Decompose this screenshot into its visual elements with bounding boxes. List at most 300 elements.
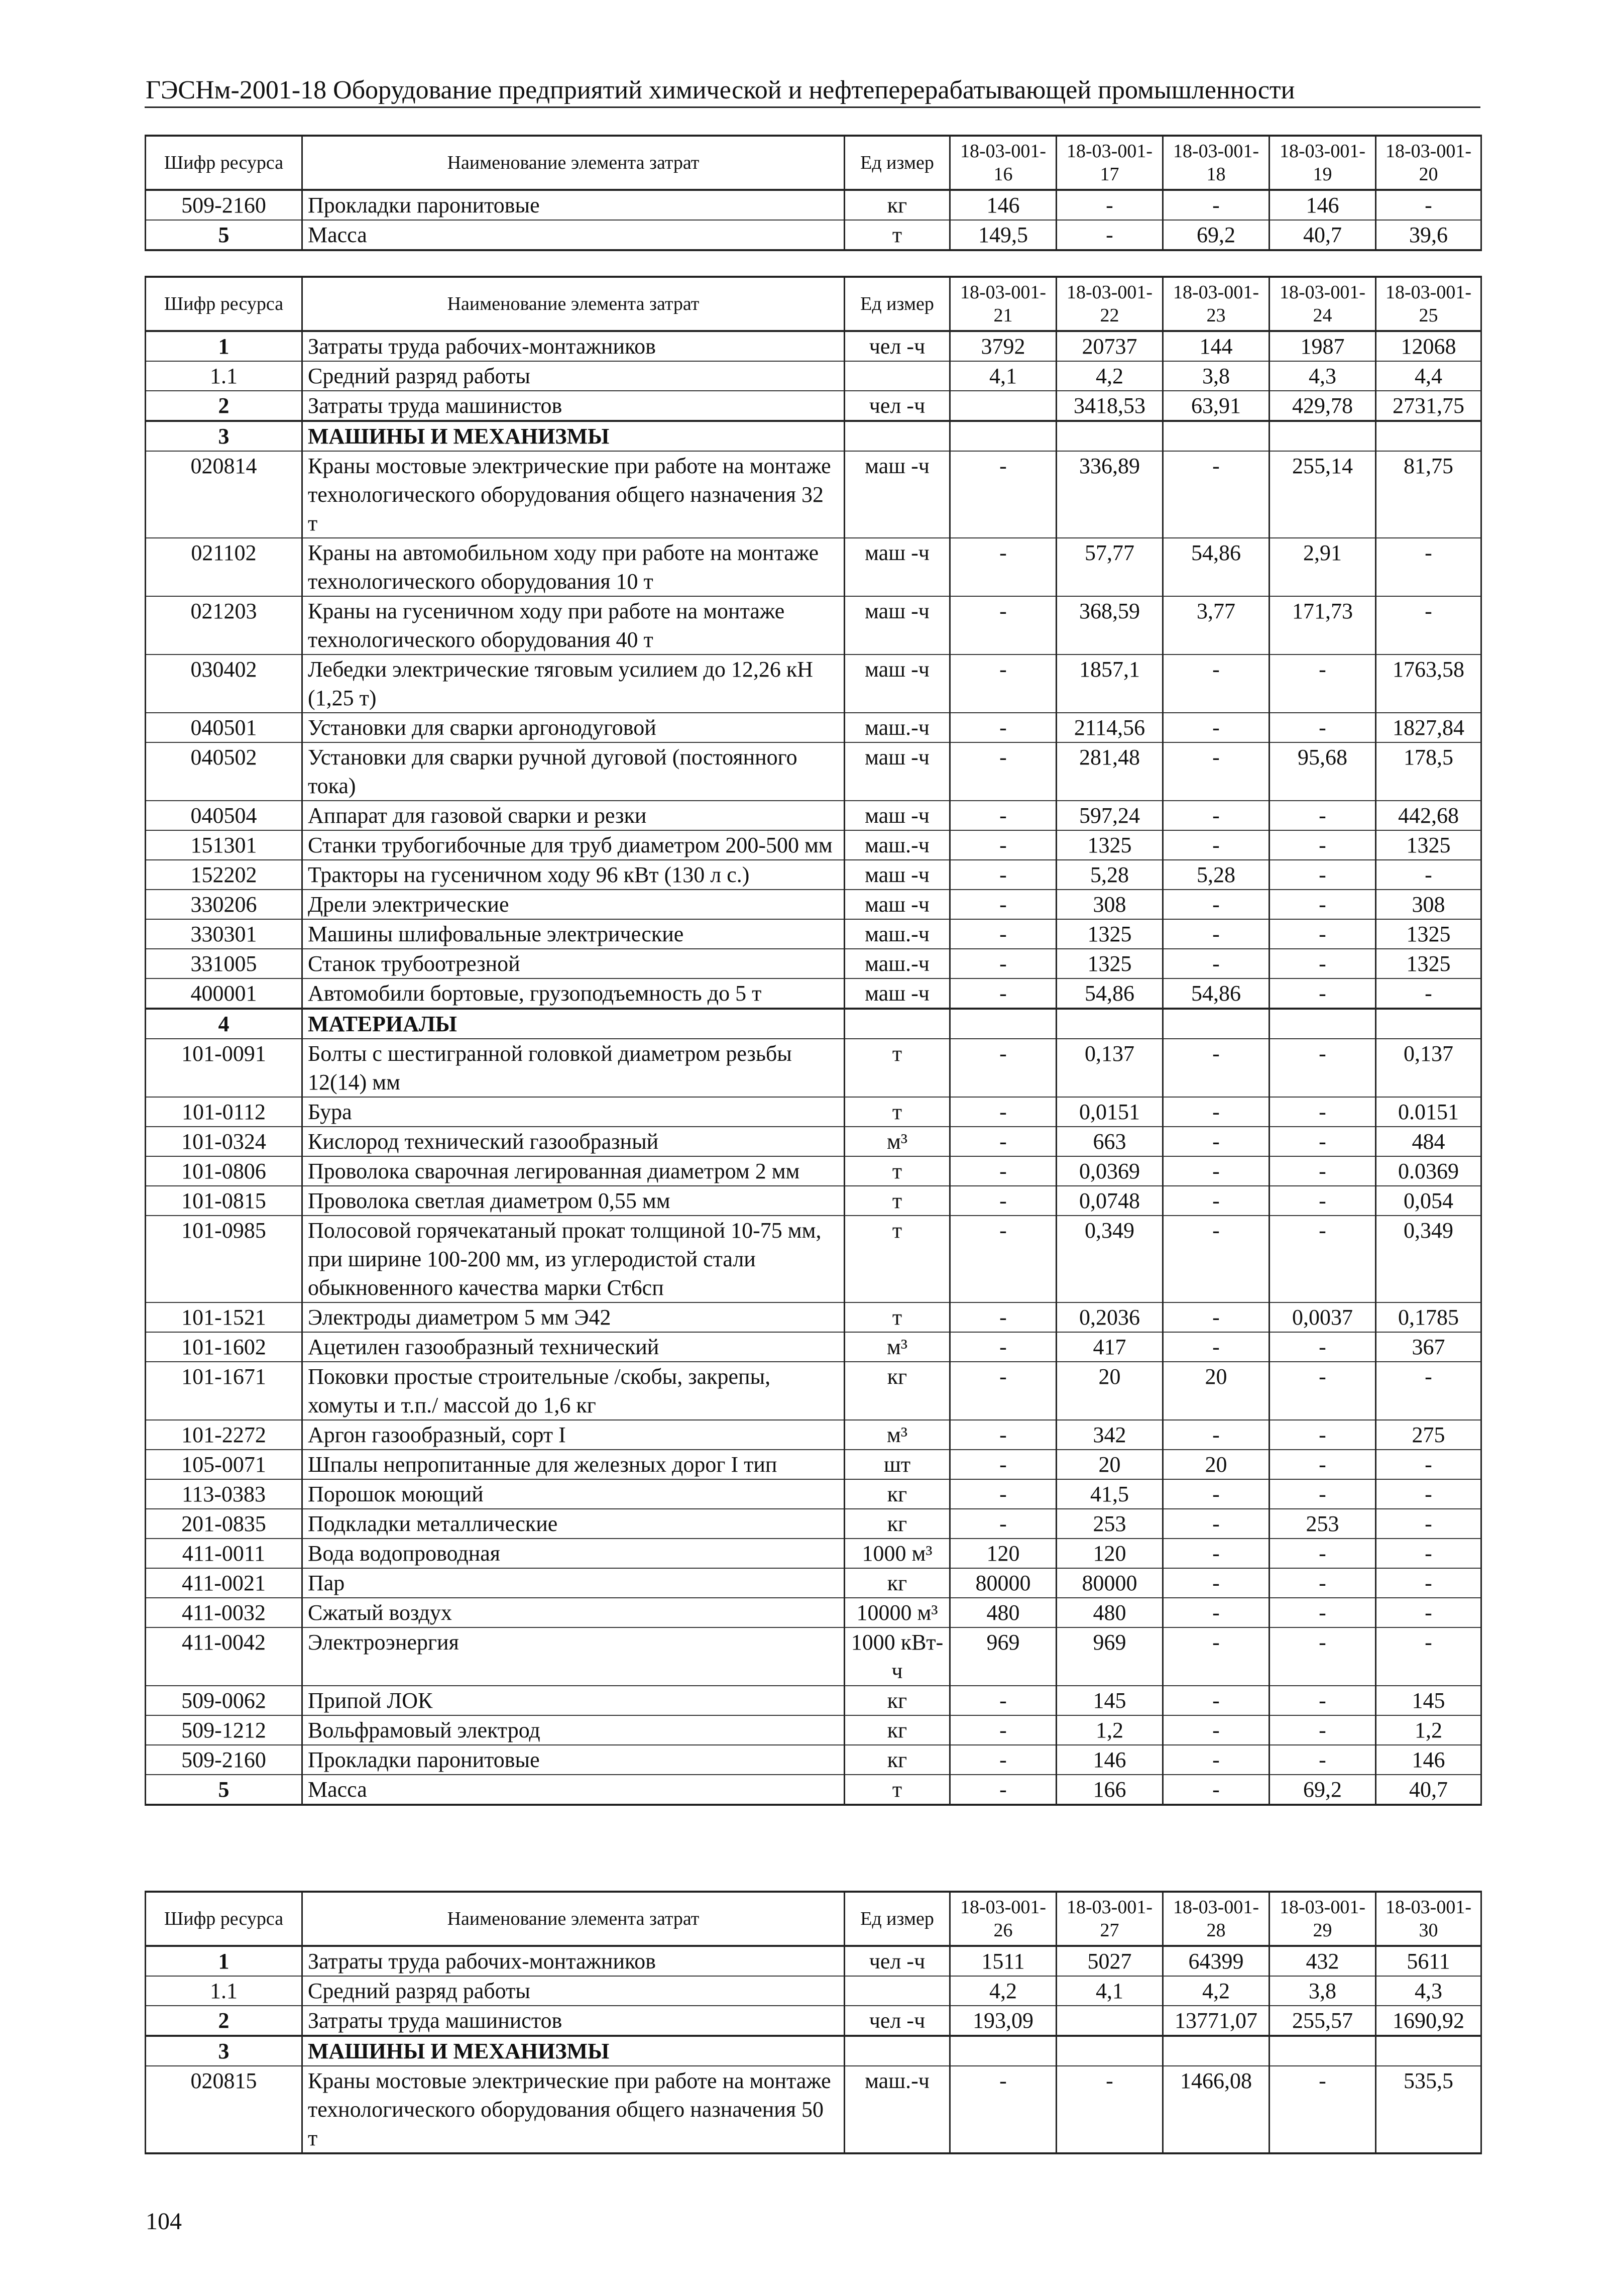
value-cell: 40,7 [1376, 1775, 1481, 1805]
header-norm-code: 18-03-001-25 [1376, 277, 1481, 331]
value-cell: - [1270, 1745, 1376, 1775]
resource-name: Средний разряд работы [302, 361, 845, 391]
value-cell: - [1163, 1420, 1270, 1450]
resource-code: 411-0011 [146, 1539, 302, 1568]
resource-name: Станки трубогибочные для труб диаметром 200-500 мм [302, 830, 845, 860]
resource-code: 101-2272 [146, 1420, 302, 1450]
resource-code: 2 [146, 391, 302, 421]
value-cell: - [1163, 1216, 1270, 1302]
resource-name: Автомобили бортовые, грузоподъемность до 5 т [302, 978, 845, 1009]
value-cell: 54,86 [1163, 978, 1270, 1009]
unit-cell [845, 1009, 950, 1039]
value-cell: - [1163, 654, 1270, 713]
value-cell: 480 [950, 1598, 1057, 1627]
table-row [146, 860, 1481, 890]
unit-cell: 1000 м³ [845, 1539, 950, 1568]
value-cell: 4,2 [1057, 361, 1163, 391]
table-row [146, 1775, 1481, 1805]
value-cell: - [950, 1509, 1057, 1539]
unit-cell: маш.-ч [845, 830, 950, 860]
value-cell: 3,77 [1163, 596, 1270, 654]
value-cell: - [1376, 1627, 1481, 1686]
resource-name: Станок трубоотрезной [302, 949, 845, 978]
value-cell: 5611 [1376, 1946, 1481, 1976]
resource-name: Подкладки металлические [302, 1509, 845, 1539]
page-header: ГЭСНм-2001-18 Оборудование предприятий химической и нефтеперерабатывающей промышленности [146, 76, 1295, 104]
value-cell: 63,91 [1163, 391, 1270, 421]
value-cell: 253 [1057, 1509, 1163, 1539]
value-cell: 0,349 [1376, 1216, 1481, 1302]
value-cell: 3418,53 [1057, 391, 1163, 421]
resource-code: 1 [146, 331, 302, 361]
value-cell: 342 [1057, 1420, 1163, 1450]
resource-code: 101-0324 [146, 1127, 302, 1156]
value-cell: 20 [1057, 1450, 1163, 1479]
unit-cell: кг [845, 1568, 950, 1598]
value-cell: - [1270, 1539, 1376, 1568]
value-cell: 0,0748 [1057, 1186, 1163, 1216]
resource-name: Аргон газообразный, сорт I [302, 1420, 845, 1450]
value-cell: - [1163, 1156, 1270, 1186]
table-row [146, 596, 1481, 654]
value-cell: 40,7 [1270, 220, 1376, 250]
resource-code: 1.1 [146, 361, 302, 391]
unit-cell: м³ [845, 1420, 950, 1450]
table-row [146, 890, 1481, 919]
value-cell: - [950, 1216, 1057, 1302]
header-norm-code: 18-03-001-27 [1057, 1892, 1163, 1946]
table-row [146, 538, 1481, 596]
value-cell: 480 [1057, 1598, 1163, 1627]
value-cell: - [950, 1479, 1057, 1509]
value-cell [1057, 1009, 1163, 1039]
resource-name: Краны мостовые электрические при работе на монтаже технологического оборудования общего назначения 50 т [302, 2066, 845, 2153]
value-cell: - [1270, 713, 1376, 742]
value-cell: 20 [1163, 1450, 1270, 1479]
value-cell: 5,28 [1057, 860, 1163, 890]
value-cell: - [1163, 1332, 1270, 1362]
unit-cell: маш -ч [845, 801, 950, 830]
value-cell: - [950, 538, 1057, 596]
value-cell: - [1163, 451, 1270, 538]
resource-code: 020814 [146, 451, 302, 538]
table-row [146, 1539, 1481, 1568]
value-cell: - [1270, 949, 1376, 978]
value-cell: 69,2 [1270, 1775, 1376, 1805]
unit-cell: т [845, 1156, 950, 1186]
value-cell: 1,2 [1376, 1715, 1481, 1745]
value-cell: - [1163, 1686, 1270, 1715]
table-row [146, 1420, 1481, 1450]
resource-code: 411-0042 [146, 1627, 302, 1686]
value-cell: 3,8 [1270, 1976, 1376, 2006]
value-cell: 308 [1376, 890, 1481, 919]
unit-cell: 10000 м³ [845, 1598, 950, 1627]
table-row [146, 331, 1481, 361]
table-row [146, 1156, 1481, 1186]
value-cell: 149,5 [950, 220, 1057, 250]
resource-name: Лебедки электрические тяговым усилием до 12,26 кН (1,25 т) [302, 654, 845, 713]
table-row [146, 391, 1481, 421]
value-cell: - [1270, 1332, 1376, 1362]
value-cell: 1,2 [1057, 1715, 1163, 1745]
table-row [146, 1627, 1481, 1686]
value-cell: - [950, 2066, 1057, 2153]
value-cell: - [1163, 919, 1270, 949]
resource-name: Пар [302, 1568, 845, 1598]
value-cell: 4,3 [1376, 1976, 1481, 2006]
value-cell: - [950, 949, 1057, 978]
table-row [146, 1097, 1481, 1127]
value-cell: 1325 [1057, 949, 1163, 978]
table-row [146, 1186, 1481, 1216]
unit-cell: маш -ч [845, 978, 950, 1009]
resource-name: Вода водопроводная [302, 1539, 845, 1568]
table-row [146, 1686, 1481, 1715]
table-row [146, 1745, 1481, 1775]
unit-cell: чел -ч [845, 2006, 950, 2036]
value-cell [1163, 1009, 1270, 1039]
value-cell: 255,57 [1270, 2006, 1376, 2036]
value-cell: 1325 [1376, 830, 1481, 860]
value-cell: 69,2 [1163, 220, 1270, 250]
value-cell: - [1270, 1186, 1376, 1216]
unit-cell: т [845, 1216, 950, 1302]
value-cell [1057, 2036, 1163, 2066]
value-cell: - [950, 1302, 1057, 1332]
value-cell [950, 2036, 1057, 2066]
value-cell: 146 [1057, 1745, 1163, 1775]
value-cell: - [1270, 860, 1376, 890]
resource-code: 411-0032 [146, 1598, 302, 1627]
resource-code: 101-0806 [146, 1156, 302, 1186]
resource-table-2 [145, 276, 1482, 1806]
unit-cell: чел -ч [845, 1946, 950, 1976]
table-row [146, 1509, 1481, 1539]
resource-name: Средний разряд работы [302, 1976, 845, 2006]
table-row [146, 1127, 1481, 1156]
value-cell: - [1163, 1479, 1270, 1509]
unit-cell [845, 361, 950, 391]
value-cell [950, 1009, 1057, 1039]
unit-cell: маш.-ч [845, 2066, 950, 2153]
value-cell: - [1270, 1568, 1376, 1598]
value-cell: 13771,07 [1163, 2006, 1270, 2036]
resource-name: Электроэнергия [302, 1627, 845, 1686]
value-cell [1376, 421, 1481, 451]
table-row [146, 713, 1481, 742]
header-norm-code: 18-03-001-16 [950, 136, 1057, 190]
resource-name: Сжатый воздух [302, 1598, 845, 1627]
resource-name: Затраты труда машинистов [302, 2006, 845, 2036]
value-cell: 2731,75 [1376, 391, 1481, 421]
value-cell: - [950, 451, 1057, 538]
value-cell: - [1163, 1509, 1270, 1539]
resource-name: Шпалы непропитанные для железных дорог I тип [302, 1450, 845, 1479]
value-cell: 0,0037 [1270, 1302, 1376, 1332]
value-cell: 0,2036 [1057, 1302, 1163, 1332]
header-name: Наименование элемента затрат [302, 136, 845, 190]
value-cell: 0,349 [1057, 1216, 1163, 1302]
value-cell: - [950, 919, 1057, 949]
resource-code: 020815 [146, 2066, 302, 2153]
value-cell: 4,2 [950, 1976, 1057, 2006]
value-cell: 145 [1057, 1686, 1163, 1715]
value-cell: - [1376, 596, 1481, 654]
value-cell: 39,6 [1376, 220, 1481, 250]
resource-code: 400001 [146, 978, 302, 1009]
table-header-row [146, 136, 1481, 190]
resource-code: 201-0835 [146, 1509, 302, 1539]
value-cell: - [1270, 1097, 1376, 1127]
value-cell: 5027 [1057, 1946, 1163, 1976]
value-cell: 1511 [950, 1946, 1057, 1976]
unit-cell: маш -ч [845, 890, 950, 919]
resource-code: 509-2160 [146, 1745, 302, 1775]
resource-name: Порошок моющий [302, 1479, 845, 1509]
value-cell: 20 [1163, 1362, 1270, 1420]
unit-cell: кг [845, 1362, 950, 1420]
table-row [146, 742, 1481, 801]
table-header-row [146, 1892, 1481, 1946]
value-cell: 146 [1270, 190, 1376, 220]
value-cell: - [1270, 654, 1376, 713]
value-cell: - [950, 654, 1057, 713]
value-cell [1270, 421, 1376, 451]
page-number: 104 [146, 2208, 182, 2235]
resource-name: Поковки простые строительные /скобы, закрепы, хомуты и т.п./ массой до 1,6 кг [302, 1362, 845, 1420]
value-cell: 4,1 [1057, 1976, 1163, 2006]
value-cell: 81,75 [1376, 451, 1481, 538]
header-code: Шифр ресурса [146, 136, 302, 190]
value-cell: - [1270, 919, 1376, 949]
value-cell: 3792 [950, 331, 1057, 361]
resource-code: 509-1212 [146, 1715, 302, 1745]
value-cell: 1987 [1270, 331, 1376, 361]
unit-cell: т [845, 1775, 950, 1805]
resource-code: 3 [146, 421, 302, 451]
resource-name: Кислород технический газообразный [302, 1127, 845, 1156]
resource-code: 509-2160 [146, 190, 302, 220]
header-norm-code: 18-03-001-23 [1163, 277, 1270, 331]
value-cell: 4,2 [1163, 1976, 1270, 2006]
value-cell: - [1376, 978, 1481, 1009]
value-cell: - [1270, 1479, 1376, 1509]
value-cell: - [1376, 1598, 1481, 1627]
value-cell [950, 421, 1057, 451]
value-cell: 1325 [1376, 919, 1481, 949]
value-cell: 417 [1057, 1332, 1163, 1362]
value-cell: - [1376, 860, 1481, 890]
value-cell [1163, 421, 1270, 451]
resource-code: 101-0112 [146, 1097, 302, 1127]
resource-name: Болты с шестигранной головкой диаметром резьбы 12(14) мм [302, 1039, 845, 1097]
value-cell: 0,0151 [1057, 1097, 1163, 1127]
resource-name: Затраты труда машинистов [302, 391, 845, 421]
value-cell: 145 [1376, 1686, 1481, 1715]
value-cell: - [1270, 1450, 1376, 1479]
value-cell: - [1270, 1598, 1376, 1627]
table-row [146, 451, 1481, 538]
resource-code: 113-0383 [146, 1479, 302, 1509]
header-norm-code: 18-03-001-28 [1163, 1892, 1270, 1946]
table-row [146, 1332, 1481, 1362]
value-cell: 432 [1270, 1946, 1376, 1976]
value-cell: 442,68 [1376, 801, 1481, 830]
resource-code: 105-0071 [146, 1450, 302, 1479]
header-norm-code: 18-03-001-24 [1270, 277, 1376, 331]
unit-cell: шт [845, 1450, 950, 1479]
value-cell: - [1376, 1509, 1481, 1539]
value-cell: - [950, 1775, 1057, 1805]
value-cell: - [950, 1127, 1057, 1156]
resource-code: 101-1521 [146, 1302, 302, 1332]
value-cell: - [1270, 1362, 1376, 1420]
resource-name: Прокладки паронитовые [302, 1745, 845, 1775]
value-cell: 0,054 [1376, 1186, 1481, 1216]
header-name: Наименование элемента затрат [302, 1892, 845, 1946]
value-cell: - [1163, 713, 1270, 742]
value-cell: - [1163, 1186, 1270, 1216]
value-cell: - [950, 1715, 1057, 1745]
value-cell: 1325 [1057, 919, 1163, 949]
resource-code: 040502 [146, 742, 302, 801]
header-name: Наименование элемента затрат [302, 277, 845, 331]
value-cell: 0.0151 [1376, 1097, 1481, 1127]
value-cell: 0.0369 [1376, 1156, 1481, 1186]
unit-cell [845, 2036, 950, 2066]
value-cell: - [1376, 1479, 1481, 1509]
value-cell: - [950, 742, 1057, 801]
value-cell: 4,1 [950, 361, 1057, 391]
table-row [146, 949, 1481, 978]
value-cell: 193,09 [950, 2006, 1057, 2036]
resource-code: 152202 [146, 860, 302, 890]
table-row [146, 1450, 1481, 1479]
unit-cell: маш.-ч [845, 713, 950, 742]
value-cell: 1857,1 [1057, 654, 1163, 713]
value-cell: 4,4 [1376, 361, 1481, 391]
resource-code: 509-0062 [146, 1686, 302, 1715]
resource-name: Масса [302, 1775, 845, 1805]
value-cell: 255,14 [1270, 451, 1376, 538]
value-cell: - [1270, 1039, 1376, 1097]
resource-name: Дрели электрические [302, 890, 845, 919]
resource-name: Полосовой горячекатаный прокат толщиной 10-75 мм, при ширине 100-200 мм, из углеродистой стали обыкновенного качества марки Ст6сп [302, 1216, 845, 1302]
resource-code: 021102 [146, 538, 302, 596]
value-cell: 1325 [1057, 830, 1163, 860]
unit-cell: т [845, 1302, 950, 1332]
value-cell: 1763,58 [1376, 654, 1481, 713]
value-cell: - [1163, 1745, 1270, 1775]
value-cell: 80000 [1057, 1568, 1163, 1598]
resource-code: 151301 [146, 830, 302, 860]
unit-cell: кг [845, 1509, 950, 1539]
value-cell: 4,3 [1270, 361, 1376, 391]
resource-name: Прокладки паронитовые [302, 190, 845, 220]
resource-name: МАШИНЫ И МЕХАНИЗМЫ [302, 421, 845, 451]
value-cell: 171,73 [1270, 596, 1376, 654]
unit-cell: кг [845, 190, 950, 220]
value-cell: - [1163, 801, 1270, 830]
table-row [146, 1362, 1481, 1420]
value-cell: - [1270, 890, 1376, 919]
value-cell: 146 [1376, 1745, 1481, 1775]
value-cell [1163, 2036, 1270, 2066]
value-cell: 3,8 [1163, 361, 1270, 391]
resource-table-3 [145, 1891, 1482, 2154]
value-cell: 95,68 [1270, 742, 1376, 801]
value-cell: 308 [1057, 890, 1163, 919]
resource-name: Установки для сварки аргонодуговой [302, 713, 845, 742]
resource-name: МАШИНЫ И МЕХАНИЗМЫ [302, 2036, 845, 2066]
table-row [146, 1598, 1481, 1627]
resource-code: 1 [146, 1946, 302, 1976]
value-cell: 0,1785 [1376, 1302, 1481, 1332]
value-cell: - [1376, 1539, 1481, 1568]
value-cell [950, 391, 1057, 421]
section-row [146, 1009, 1481, 1039]
value-cell: 20737 [1057, 331, 1163, 361]
value-cell: - [950, 890, 1057, 919]
resource-name: Краны на автомобильном ходу при работе на монтаже технологического оборудования 10 т [302, 538, 845, 596]
value-cell: - [950, 860, 1057, 890]
value-cell: 275 [1376, 1420, 1481, 1450]
value-cell: - [1163, 1598, 1270, 1627]
resource-code: 330206 [146, 890, 302, 919]
table-row [146, 801, 1481, 830]
value-cell: - [1163, 1097, 1270, 1127]
value-cell: - [950, 1745, 1057, 1775]
resource-code: 331005 [146, 949, 302, 978]
resource-code: 101-1602 [146, 1332, 302, 1362]
value-cell: - [950, 1186, 1057, 1216]
header-unit: Ед измер [845, 136, 950, 190]
unit-cell: т [845, 1097, 950, 1127]
value-cell: 120 [1057, 1539, 1163, 1568]
resource-table-1 [145, 135, 1482, 251]
value-cell: - [950, 1039, 1057, 1097]
value-cell: 20 [1057, 1362, 1163, 1420]
value-cell: - [950, 1420, 1057, 1450]
value-cell: 144 [1163, 331, 1270, 361]
value-cell: - [1057, 2066, 1163, 2153]
resource-code: 101-1671 [146, 1362, 302, 1420]
value-cell: - [950, 978, 1057, 1009]
value-cell: - [1163, 890, 1270, 919]
value-cell: 969 [950, 1627, 1057, 1686]
unit-cell: маш -ч [845, 860, 950, 890]
value-cell: - [950, 596, 1057, 654]
value-cell [1376, 1009, 1481, 1039]
resource-name: Затраты труда рабочих-монтажников [302, 1946, 845, 1976]
unit-cell: маш.-ч [845, 919, 950, 949]
value-cell: 336,89 [1057, 451, 1163, 538]
value-cell: - [1163, 1039, 1270, 1097]
value-cell: - [950, 1156, 1057, 1186]
resource-code: 030402 [146, 654, 302, 713]
unit-cell: м³ [845, 1127, 950, 1156]
value-cell: 5,28 [1163, 860, 1270, 890]
table-row [146, 654, 1481, 713]
table-row [146, 1302, 1481, 1332]
value-cell: - [1270, 1715, 1376, 1745]
resource-code: 5 [146, 1775, 302, 1805]
value-cell: - [1376, 190, 1481, 220]
resource-name: Аппарат для газовой сварки и резки [302, 801, 845, 830]
value-cell: 1325 [1376, 949, 1481, 978]
value-cell: 597,24 [1057, 801, 1163, 830]
